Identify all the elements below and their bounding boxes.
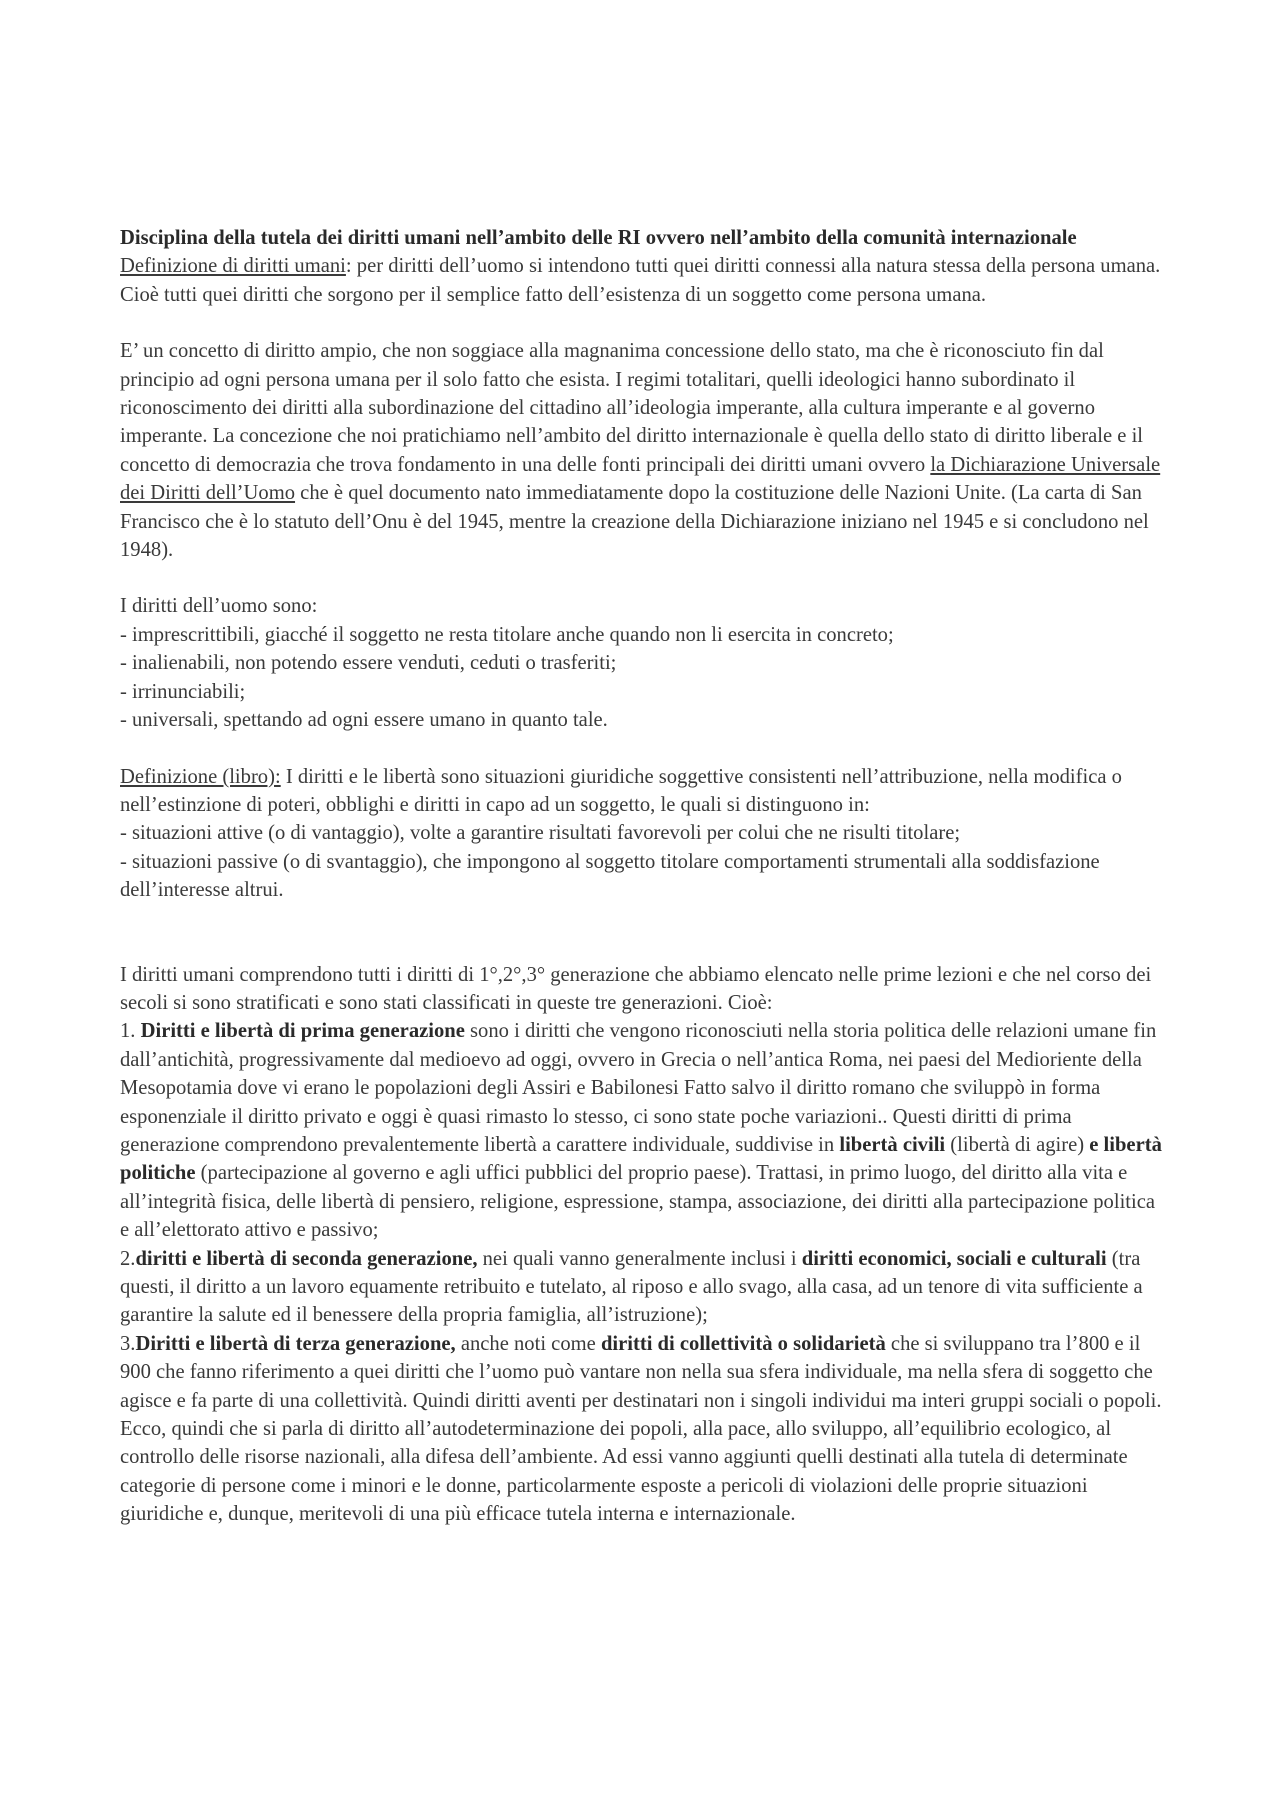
definition-paragraph [120, 252, 1165, 309]
third-generation-paragraph [120, 1330, 1165, 1529]
list-item: - situazioni passive (o di svantaggio), che impongono al soggetto titolare comportamenti strumentali alla soddisfazione dell’interesse altrui. [120, 850, 1100, 902]
generations-intro: I diritti umani comprendono tutti i diritti di 1°,2°,3° generazione che abbiamo elencato nelle prime lezioni e che nel corso dei secoli si sono stratificati e sono stati classificati in queste tre generazioni. Cioè: [120, 963, 1152, 1014]
first-generation-heading: Diritti e libertà di prima generazione [140, 1020, 465, 1043]
body-text: (libertà di agire) [945, 1133, 1090, 1156]
definition-label: Definizione di diritti umani [120, 255, 346, 278]
item-number: 3. [120, 1332, 136, 1355]
concept-text-1: E’ un concetto di diritto ampio, che non soggiace alla magnanima concessione dello stato, ma che è riconosciuto fin dal principio ad ogni persona umana per il solo fatto che esista. I regimi totalitari, quelli ideologici hanno subordinato il riconoscimento dei diritti alla subordinazione del cittadino all’ideologia imperante, alla cultura imperante e al governo imperante. La concezione che noi pratichiamo nell’ambito del diritto internazionale è quella dello stato di diritto liberale e il concetto di democrazia che trova fondamento in una delle fonti principali dei diritti umani ovvero [120, 340, 1144, 476]
second-generation-paragraph [120, 1245, 1165, 1330]
body-text: anche noti come [455, 1332, 601, 1355]
document-title: Disciplina della tutela dei diritti umani nell’ambito delle RI ovvero nell’ambito della comunità internazionale [120, 227, 1077, 249]
concept-paragraph [120, 337, 1165, 564]
first-generation-paragraph [120, 1017, 1165, 1244]
book-definition-text: I diritti e le libertà sono situazioni giuridiche soggettive consistenti nell’attribuzione, nella modifica o nell’estinzione di poteri, obblighi e diritti in capo ad un soggetto, le quali si distinguono in: [120, 765, 1122, 816]
second-generation-heading: diritti e libertà di seconda generazione, [135, 1247, 478, 1270]
list-item: - situazioni attive (o di vantaggio), volte a garantire risultati favorevoli per colui che ne risulti titolare; [120, 822, 961, 845]
book-definition-paragraph [120, 763, 1165, 820]
list-item: - universali, spettando ad ogni essere umano in quanto tale. [120, 709, 608, 732]
bold-term: diritti di collettività o solidarietà [600, 1332, 886, 1355]
body-text: che si sviluppano tra l’800 e il 900 che fanno riferimento a quei diritti che l’uomo può vantare non nella sua sfera individuale, ma nella sfera di soggetto che agisce e fa parte di una collettività. Quindi diritti aventi per destinatari non i singoli individui ma interi gruppi sociali o popoli. Ecco, quindi che si parla di diritto all’autodeterminazione dei popoli, alla pace, allo sviluppo, all’equilibrio ecologico, al controllo delle risorse nazionali, alla difesa dell’ambiente. Ad essi vanno aggiunti quelli destinati alla tutela di determinate categorie di persone come i minori e le donne, particolarmente esposte a pericoli di violazioni delle proprie situazioni giuridiche e, dunque, meritevoli di una più efficace tutela interna e internazionale. [120, 1332, 1162, 1526]
rights-intro: I diritti dell’uomo sono: [120, 595, 318, 618]
list-item: - inalienabili, non potendo essere venduti, ceduti o trasferiti; [120, 652, 617, 675]
list-item: - irrinunciabili; [120, 680, 246, 703]
item-number: 1. [120, 1020, 141, 1043]
bold-term: e libertà politiche [120, 1133, 1162, 1185]
bold-term: diritti economici, sociali e culturali [801, 1247, 1107, 1270]
definition-text: : per diritti dell’uomo si intendono tutti quei diritti connessi alla natura stessa della persona umana. Cioè tutti quei diritti che sorgono per il semplice fatto dell’esistenza di un soggetto come persona umana. [120, 255, 1161, 306]
body-text: (partecipazione al governo e agli uffici pubblici del proprio paese). Trattasi, in primo luogo, del diritto alla vita e all’integrità fisica, delle libertà di pensiero, religione, espressione, stampa, associazione, dei diritti alla partecipazione politica e all’elettorato attivo e passivo; [120, 1162, 1156, 1242]
body-text: nei quali vanno generalmente inclusi i [477, 1247, 802, 1270]
document-page [120, 224, 1165, 1529]
declaration-link-text: la Dichiarazione Universale dei Diritti dell’Uomo [120, 453, 1161, 505]
concept-text-2: che è quel documento nato immediatamente dopo la costituzione delle Nazioni Unite. (La carta di San Francisco che è lo statuto dell’Onu è del 1945, mentre la creazione della Dichiarazione iniziano nel 1945 e si concludono nel 1948). [120, 482, 1149, 562]
item-number: 2. [120, 1247, 136, 1270]
bold-term: libertà civili [839, 1133, 946, 1156]
body-text: sono i diritti che vengono riconosciuti nella storia politica delle relazioni umane fin dall’antichità, progressivamente dal medioevo ad oggi, ovvero in Grecia o nell’antica Roma, nei paesi del Medioriente della Mesopotamia dove vi erano le popolazioni degli Assiri e Babilonesi Fatto salvo il diritto romano che sviluppò in forma esponenziale il diritto privato e oggi è quasi rimasto lo stesso, ci sono state poche variazioni.. Questi diritti di prima generazione comprendono prevalentemente libertà a carattere individuale, suddivise in [120, 1020, 1157, 1156]
book-definition-label: Definizione (libro): [120, 765, 281, 788]
third-generation-heading: Diritti e libertà di terza generazione, [135, 1332, 456, 1355]
list-item: - imprescrittibili, giacché il soggetto ne resta titolare anche quando non li esercita in concreto; [120, 623, 894, 646]
body-text: (tra questi, il diritto a un lavoro equamente retribuito e tutelato, al riposo e allo svago, alla casa, ad un tenore di vita sufficiente a garantire la salute ed il benessere della propria famiglia, all’istruzione); [120, 1247, 1143, 1327]
